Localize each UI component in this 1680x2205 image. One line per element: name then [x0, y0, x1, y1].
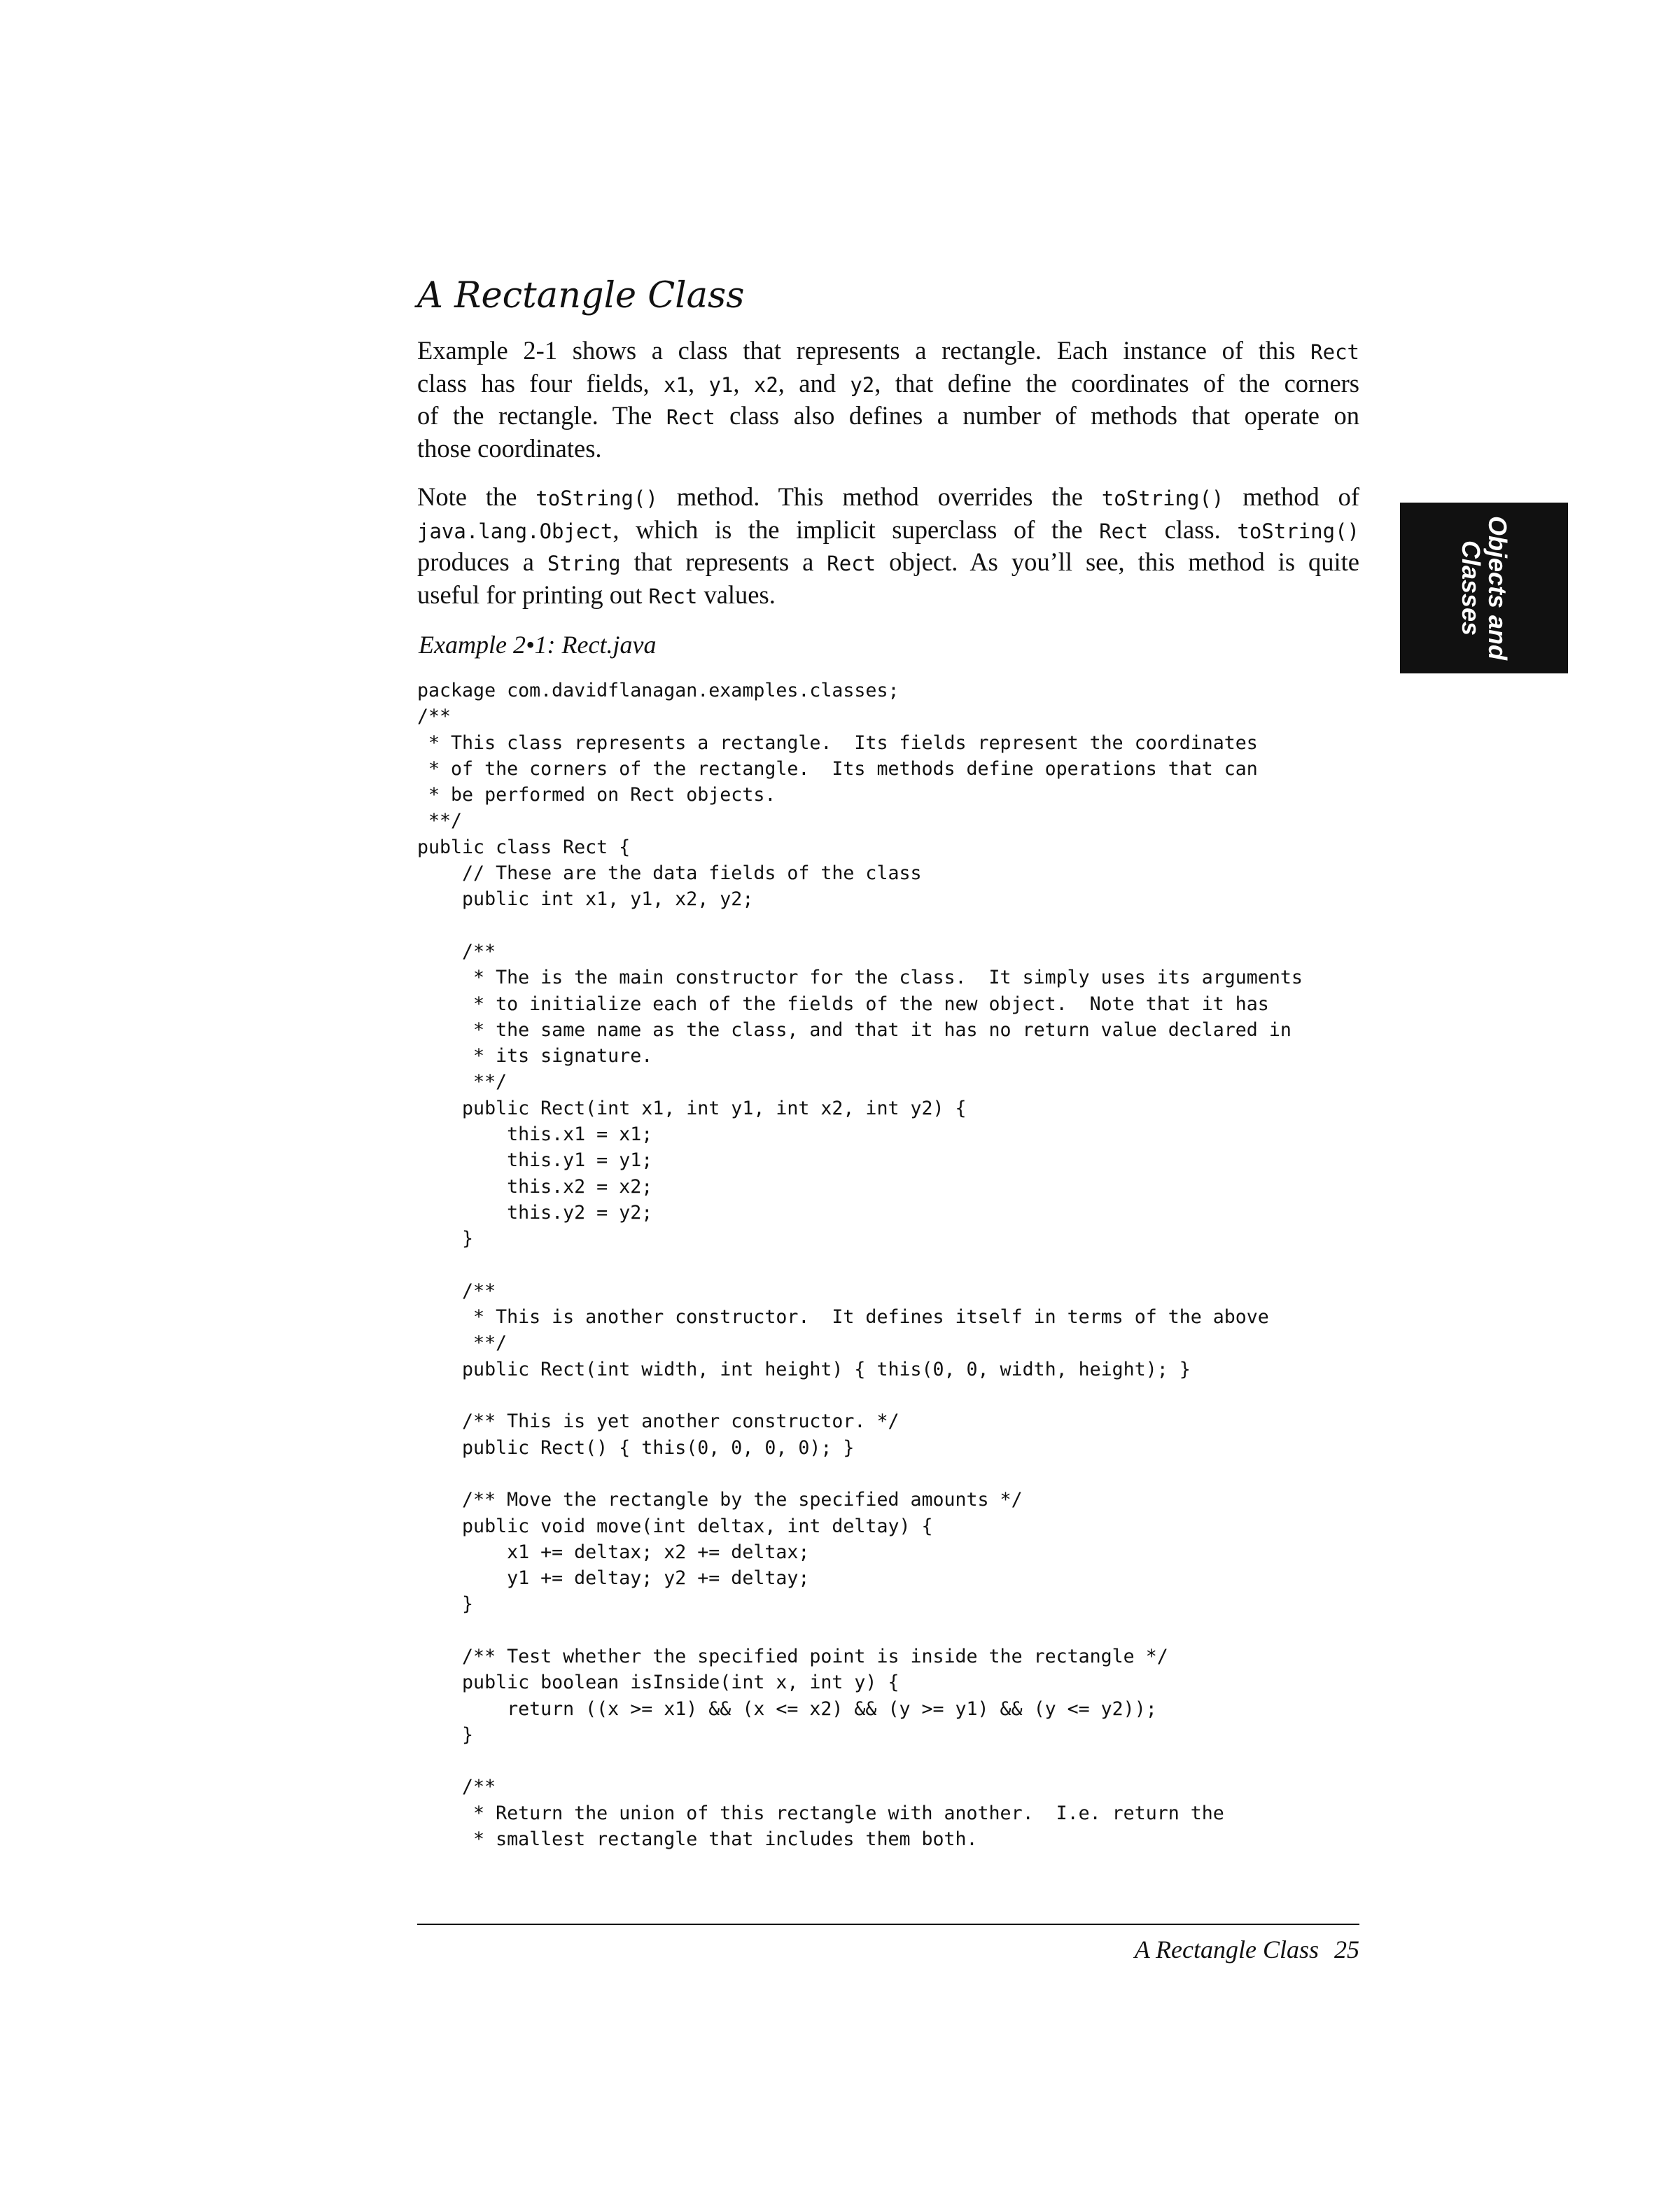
code-line: * the same name as the class, and that it has no return value declared in — [417, 1018, 1292, 1041]
code-line: public Rect(int width, int height) { this(0, 0, width, height); } — [417, 1358, 1191, 1380]
paragraph-line: java.lang.Object, which is the implicit superclass of the Rect class. toString() — [417, 514, 1359, 544]
inline-code: String — [547, 552, 621, 575]
running-title: A Rectangle Class — [1134, 1935, 1319, 1963]
code-line: // These are the data fields of the class — [417, 862, 922, 885]
code-line: x1 += deltax; x2 += deltax; — [417, 1541, 810, 1563]
chapter-thumb-tab — [1400, 503, 1568, 673]
code-line: * be performed on Rect objects. — [417, 784, 776, 806]
code-line: /** — [417, 1776, 496, 1798]
inline-code: y2 — [850, 372, 875, 397]
code-line: * of the corners of the rectangle. Its methods define operations that can — [417, 757, 1258, 780]
code-line: public int x1, y1, x2, y2; — [417, 888, 754, 911]
paragraph-line: Note the toString() method. This method overrides the toString() method of — [417, 482, 1360, 511]
inline-code: x1 — [664, 372, 688, 397]
paragraph-line: Example 2-1 shows a class that represents a rectangle. Each instance of this Rect — [417, 336, 1359, 365]
code-line: this.y2 = y2; — [417, 1201, 653, 1224]
inline-code: toString() — [536, 486, 658, 510]
code-line: package com.davidflanagan.examples.classes; — [417, 680, 899, 701]
intro-paragraph — [417, 335, 1359, 465]
inline-code: Rect — [666, 405, 715, 429]
code-line: /** This is yet another constructor. */ — [417, 1410, 899, 1433]
inline-code: java.lang.Object — [417, 519, 613, 543]
paragraph-line: those coordinates. — [417, 433, 602, 463]
inline-code: Rect — [1310, 340, 1359, 364]
inline-code: y1 — [708, 372, 734, 397]
code-line: * The is the main constructor for the class. It simply uses its arguments — [417, 967, 1303, 989]
code-line: this.y1 = y1; — [417, 1149, 653, 1172]
thumb-tab-line-2: Classes — [1457, 540, 1485, 636]
code-line: /** Test whether the specified point is inside the rectangle */ — [417, 1645, 1168, 1667]
code-line: * This class represents a rectangle. Its fields represent the coordinates — [417, 732, 1258, 754]
code-line: y1 += deltay; y2 += deltay; — [417, 1567, 810, 1590]
page-number: 25 — [1334, 1935, 1359, 1963]
code-line: **/ — [417, 1071, 507, 1093]
code-line: * Return the union of this rectangle with another. I.e. return the — [417, 1802, 1224, 1824]
code-line: /** — [417, 706, 451, 728]
paragraph-line: class has four fields, x1, y1, x2, and y2, that define the coordinates of the corners — [417, 368, 1359, 398]
code-line: public void move(int deltax, int deltay) { — [417, 1515, 933, 1537]
paragraph-line: of the rectangle. The Rect class also defines a number of methods that operate on — [417, 401, 1359, 430]
code-line: public Rect(int x1, int y1, int x2, int y2) { — [417, 1097, 967, 1119]
code-line: public class Rect { — [417, 836, 631, 858]
code-line: } — [417, 1228, 474, 1250]
code-line: /** — [417, 940, 496, 962]
chapter-thumb-tab-label — [1457, 516, 1511, 660]
code-line: * This is another constructor. It defines itself in terms of the above — [417, 1306, 1269, 1329]
code-line: * its signature. — [417, 1045, 653, 1068]
code-line: this.x1 = x1; — [417, 1124, 653, 1146]
paragraph-line: produces a String that represents a Rect object. As you’ll see, this method is quite — [417, 547, 1359, 576]
code-line: **/ — [417, 810, 463, 832]
code-line: } — [417, 1593, 474, 1616]
code-line: * to initialize each of the fields of the new object. Note that it has — [417, 993, 1269, 1015]
code-line: **/ — [417, 1332, 507, 1354]
code-line: public Rect() { this(0, 0, 0, 0); } — [417, 1436, 855, 1459]
inline-code: toString() — [1101, 486, 1224, 510]
code-listing — [417, 678, 1303, 1852]
paragraph-line: useful for printing out Rect values. — [417, 580, 776, 609]
inline-code: toString() — [1237, 519, 1359, 543]
code-line: /** — [417, 1280, 496, 1302]
inline-code: Rect — [827, 552, 876, 575]
tostring-paragraph — [417, 481, 1359, 611]
code-line: this.x2 = x2; — [417, 1175, 653, 1198]
code-line: } — [417, 1723, 474, 1746]
example-caption: Example 2•1: Rect.java — [419, 631, 657, 659]
code-line: /** Move the rectangle by the specified amounts */ — [417, 1489, 1023, 1511]
page-footer — [1135, 1932, 1359, 1967]
code-line: public boolean isInside(int x, int y) { — [417, 1672, 899, 1694]
code-line: * smallest rectangle that includes them both. — [417, 1828, 978, 1851]
section-title: A Rectangle Class — [417, 275, 745, 316]
inline-code: x2 — [753, 372, 778, 397]
code-line: return ((x >= x1) && (x <= x2) && (y >= y1) && (y <= y2)); — [417, 1698, 1157, 1720]
inline-code: Rect — [648, 584, 698, 608]
footer-rule — [417, 1924, 1359, 1925]
inline-code: Rect — [1099, 519, 1149, 543]
thumb-tab-line-1: Objects and — [1483, 515, 1512, 661]
